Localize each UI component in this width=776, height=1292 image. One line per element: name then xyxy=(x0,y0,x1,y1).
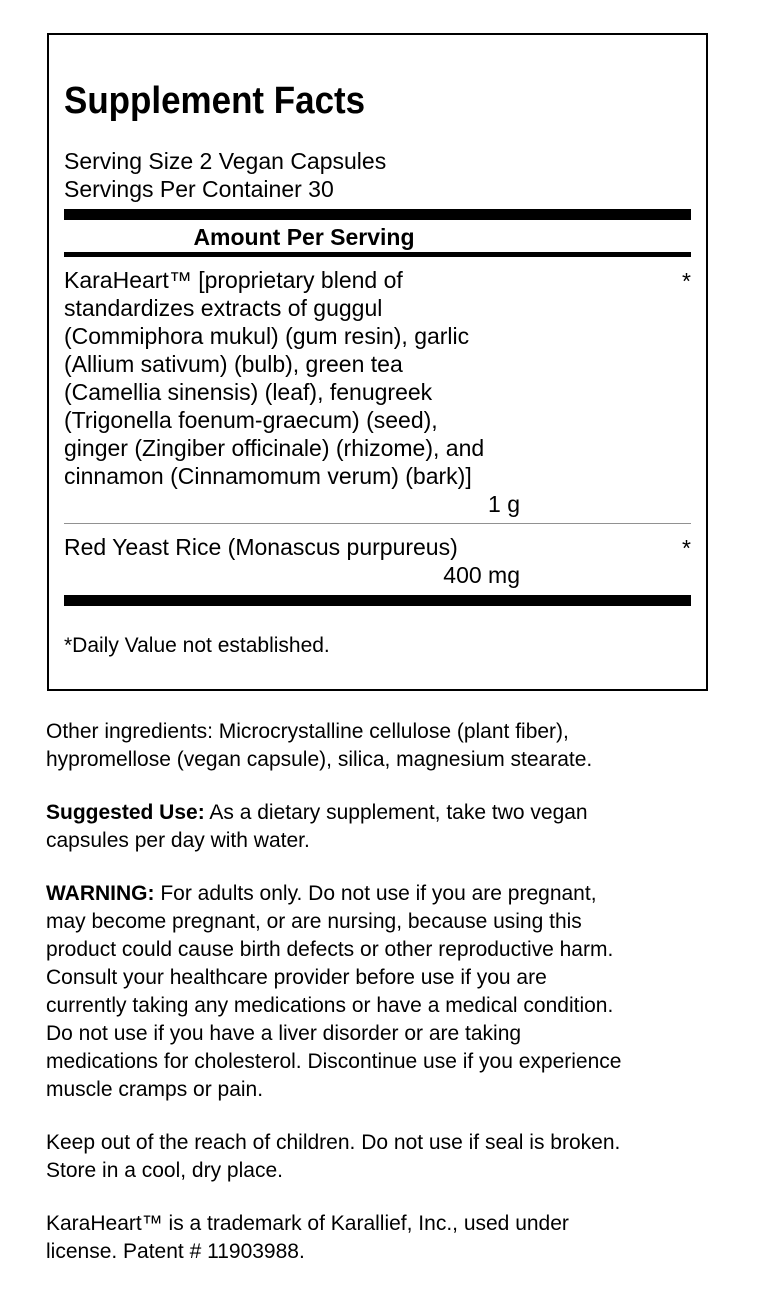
suggested-use-paragraph xyxy=(46,799,760,855)
other-ingredients-text: Other ingredients: Microcrystalline cellulose (plant fiber), hypromellose (vegan capsule), silica, magnesium stearate. xyxy=(46,720,593,771)
daily-value-asterisk: * xyxy=(682,535,691,561)
ingredient-amount: 400 mg xyxy=(443,562,520,588)
label-text-sections xyxy=(46,718,760,1291)
storage-text: Keep out of the reach of children. Do not use if seal is broken. Store in a cool, dry place. xyxy=(46,1131,621,1182)
separator-bar-bottom xyxy=(64,595,691,606)
trademark-text: KaraHeart™ is a trademark of Karallief, Inc., used under license. Patent # 11903988. xyxy=(46,1212,569,1263)
storage-paragraph xyxy=(46,1129,760,1185)
supplement-facts-panel xyxy=(47,33,708,691)
suggested-use-text: As a dietary supplement, take two vegan capsules per day with water. xyxy=(46,801,588,852)
ingredient-name: KaraHeart™ [proprietary blend of standardizes extracts of guggul (Commiphora mukul) (gum resin), garlic (Allium sativum) (bulb), green tea (Camellia sinensis) (leaf), fenugreek (Trigonella foenum-graecum) (seed), ginger (Zingiber officinale) (rhizome), and cinnamon (Cinnamomum verum) (bark)] xyxy=(64,267,485,489)
ingredient-name: Red Yeast Rice (Monascus purpureus) xyxy=(64,534,458,560)
trademark-paragraph xyxy=(46,1210,760,1266)
warning-text: For adults only. Do not use if you are pregnant, may become pregnant, or are nursing, because using this product could cause birth defects or other reproductive harm. Consult your healthcare provider before use if you are currently taking any medications or have a medical condition. Do not use if you have a liver disorder or are taking medications for cholesterol. Discontinue use if you experience muscle cramps or pain. xyxy=(46,882,622,1101)
amount-per-serving-header: Amount Per Serving xyxy=(193,224,415,250)
serving-info xyxy=(64,147,691,203)
ingredient-row-red-yeast-rice xyxy=(64,524,691,589)
ingredient-amount: 1 g xyxy=(488,491,520,517)
ingredient-row-karaheart xyxy=(64,257,691,518)
suggested-use-label: Suggested Use: xyxy=(46,801,205,824)
warning-label: WARNING: xyxy=(46,882,155,905)
daily-value-asterisk: * xyxy=(682,268,691,294)
other-ingredients-paragraph xyxy=(46,718,760,774)
panel-title: Supplement Facts xyxy=(64,80,366,122)
servings-per-container-text: Servings Per Container 30 xyxy=(64,176,334,202)
daily-value-footnote: *Daily Value not established. xyxy=(64,634,330,657)
warning-paragraph xyxy=(46,880,760,1104)
separator-bar-top xyxy=(64,209,691,220)
column-header-wrap xyxy=(64,224,544,250)
serving-size-text: Serving Size 2 Vegan Capsules xyxy=(64,148,387,174)
